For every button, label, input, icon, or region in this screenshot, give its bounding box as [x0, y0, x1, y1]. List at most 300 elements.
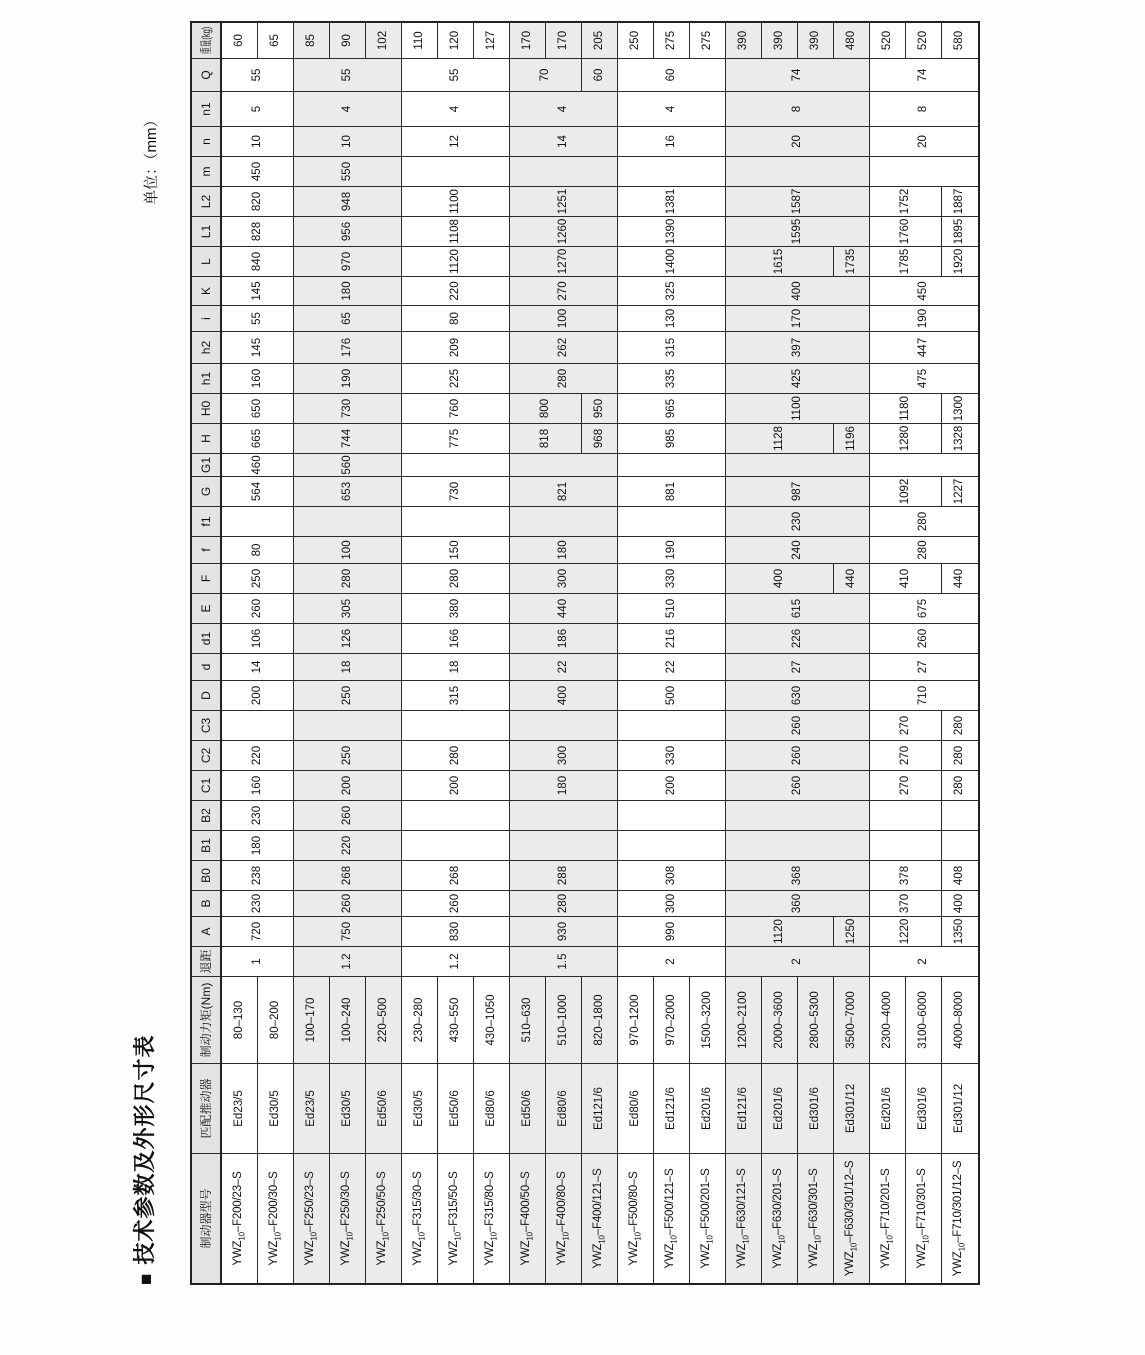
column-header-label: d1: [199, 631, 213, 646]
column-header-label: i: [199, 317, 213, 320]
model-name: [341, 1171, 354, 1265]
table-cell: 238: [222, 860, 294, 890]
table-cell: 22: [618, 653, 726, 680]
table-cell: 20: [870, 126, 978, 156]
table-cell: 821: [510, 476, 618, 506]
table-cell: 145: [222, 276, 294, 305]
model-name-part: 10: [633, 1232, 643, 1241]
model-name-part: YWZ: [952, 1251, 965, 1277]
table-cell: 260: [402, 890, 510, 916]
table-cell: 300: [510, 740, 618, 770]
table-cell: Ed30/5: [330, 1063, 366, 1153]
table-cell: Ed30/5: [258, 1063, 294, 1153]
table-cell: 1270: [510, 246, 618, 276]
column-header: [192, 680, 222, 710]
table-cell: 390: [798, 23, 834, 58]
table-cell: 2300–4000: [870, 976, 906, 1063]
model-name-part: 10: [597, 1235, 607, 1244]
table-cell: 820–1800: [582, 976, 618, 1063]
table-cell: 510–630: [510, 976, 546, 1063]
table-cell: 440: [834, 563, 870, 593]
table-cell: 390: [762, 23, 798, 58]
column-header: [192, 506, 222, 536]
column-header-label: L2: [199, 194, 213, 209]
table-cell: 510–1000: [546, 976, 582, 1063]
table-cell: 280: [942, 710, 978, 740]
table-cell: 260: [294, 800, 402, 830]
model-name-part: YWZ: [483, 1240, 496, 1266]
column-header: [192, 890, 222, 916]
table-cell: 270: [510, 276, 618, 305]
column-header: [192, 536, 222, 563]
table-cell: 150: [402, 536, 510, 563]
model-name-part: YWZ: [807, 1243, 820, 1269]
table-cell: 170: [510, 23, 546, 58]
table-cell: 1.2: [294, 946, 402, 976]
table-cell: 230–280: [402, 976, 438, 1063]
table-cell: Ed23/5: [222, 1063, 258, 1153]
model-name-part: –F200/30–S: [267, 1171, 280, 1233]
table-cell: 270: [870, 770, 942, 800]
table-cell: 220: [294, 830, 402, 860]
table-cell: 1400: [618, 246, 726, 276]
table-cell: 100–170: [294, 976, 330, 1063]
column-header-label: C3: [199, 717, 213, 734]
table-cell: 1500–3200: [690, 976, 726, 1063]
model-name: [737, 1168, 750, 1268]
table-cell: 180: [222, 830, 294, 860]
table-cell: 145: [222, 331, 294, 363]
table-cell: 1381: [618, 186, 726, 216]
model-name-part: YWZ: [519, 1240, 532, 1266]
column-header: [192, 1063, 222, 1153]
table-cell: Ed121/6: [582, 1063, 618, 1153]
table-cell: 1100: [726, 393, 870, 423]
model-name-part: YWZ: [339, 1240, 352, 1266]
table-cell: 80–200: [258, 976, 294, 1063]
table-cell: 4: [402, 91, 510, 126]
table-cell: 130: [618, 305, 726, 331]
model-name-part: 10: [273, 1232, 283, 1241]
column-header-label: h1: [199, 371, 213, 386]
model-name-part: 10: [813, 1235, 823, 1244]
model-name-part: 10: [417, 1232, 427, 1241]
table-cell: 820: [222, 186, 294, 216]
column-header: [192, 800, 222, 830]
table-cell: 74: [870, 58, 978, 91]
table-cell: 400: [510, 680, 618, 710]
table-cell: 760: [402, 393, 510, 423]
table-cell: 1328: [942, 423, 978, 453]
table-cell: 200: [402, 770, 510, 800]
table-cell: 110: [402, 23, 438, 58]
column-header-label: n: [199, 138, 213, 145]
model-name: [269, 1171, 282, 1265]
column-header: [192, 186, 222, 216]
model-name-cell: [546, 1153, 582, 1283]
model-name-part: YWZ: [699, 1243, 712, 1269]
table-cell: 1200–2100: [726, 976, 762, 1063]
table-cell: 1251: [510, 186, 618, 216]
table-cell: 1920: [942, 246, 978, 276]
model-name: [629, 1171, 642, 1265]
model-name: [377, 1171, 390, 1265]
table-cell: 397: [726, 331, 870, 363]
column-header: [192, 393, 222, 423]
table-cell: 1.2: [402, 946, 510, 976]
model-name-part: –F200/23–S: [231, 1171, 244, 1233]
model-name-part: –F710/301/12–S: [952, 1160, 965, 1243]
table-cell: Ed50/6: [366, 1063, 402, 1153]
table-cell: Ed201/6: [762, 1063, 798, 1153]
table-cell: 288: [510, 860, 618, 890]
table-cell: 300: [618, 890, 726, 916]
model-name-part: –F630/201–S: [771, 1168, 784, 1236]
table-cell: 968: [582, 423, 618, 453]
table-cell: 10: [222, 126, 294, 156]
table-cell: Ed30/5: [402, 1063, 438, 1153]
column-header: [192, 916, 222, 946]
column-header: [192, 363, 222, 393]
table-cell: [726, 156, 870, 186]
table-cell: 260: [870, 623, 978, 653]
column-header: [192, 976, 222, 1063]
table-cell: 20: [726, 126, 870, 156]
table-cell: 3500–7000: [834, 976, 870, 1063]
model-name-part: YWZ: [771, 1243, 784, 1269]
table-cell: 390: [726, 23, 762, 58]
table-cell: 308: [618, 860, 726, 890]
table-cell: 230: [726, 506, 870, 536]
model-name-cell: [690, 1153, 726, 1283]
table-cell: 440: [942, 563, 978, 593]
column-header-label: A: [199, 927, 213, 936]
table-cell: 2: [726, 946, 870, 976]
table-cell: 300: [510, 563, 618, 593]
table-cell: 280: [294, 563, 402, 593]
table-cell: [402, 506, 510, 536]
table-cell: 200: [222, 680, 294, 710]
model-name-part: –F500/121–S: [663, 1168, 676, 1236]
table-cell: 950: [582, 393, 618, 423]
table-cell: 560: [294, 453, 402, 476]
column-header-label: L1: [199, 224, 213, 239]
table-cell: 14: [510, 126, 618, 156]
model-name-part: –F315/30–S: [411, 1171, 424, 1233]
table-cell: Ed23/5: [294, 1063, 330, 1153]
table-cell: 460: [222, 453, 294, 476]
model-name-part: YWZ: [915, 1243, 928, 1269]
table-cell: 60: [222, 23, 258, 58]
table-cell: Ed121/6: [654, 1063, 690, 1153]
table-cell: [510, 800, 618, 830]
column-header-label: n1: [199, 102, 213, 116]
table-cell: 190: [618, 536, 726, 563]
table-cell: [942, 800, 978, 830]
table-cell: Ed301/6: [906, 1063, 942, 1153]
table-cell: [726, 830, 870, 860]
table-cell: Ed301/12: [834, 1063, 870, 1153]
model-name-part: –F710/201–S: [879, 1168, 892, 1236]
table-cell: 730: [402, 476, 510, 506]
table-cell: 27: [870, 653, 978, 680]
model-name-part: 10: [453, 1232, 463, 1241]
table-cell: 260: [294, 890, 402, 916]
table-cell: 450: [222, 156, 294, 186]
column-header: [192, 710, 222, 740]
model-name-part: YWZ: [735, 1243, 748, 1269]
table-cell: 408: [942, 860, 978, 890]
table-cell: [726, 800, 870, 830]
column-header-label: H0: [199, 400, 213, 417]
table-cell: [294, 710, 402, 740]
model-name-cell: [654, 1153, 690, 1283]
title-bullet-square: ■: [136, 1272, 157, 1285]
column-header: [192, 276, 222, 305]
model-name-part: 10: [777, 1235, 787, 1244]
table-cell: 1587: [726, 186, 870, 216]
table-cell: 985: [618, 423, 726, 453]
table-cell: 3100–6000: [906, 976, 942, 1063]
model-name-part: 10: [741, 1235, 751, 1244]
model-name-part: –F315/50–S: [447, 1171, 460, 1233]
table-cell: 325: [618, 276, 726, 305]
table-cell: 1390: [618, 216, 726, 246]
model-name: [557, 1171, 570, 1265]
table-cell: 744: [294, 423, 402, 453]
model-name-cell: [834, 1153, 870, 1283]
table-cell: [510, 453, 618, 476]
table-cell: 250: [294, 740, 402, 770]
model-name-part: –F630/121–S: [735, 1168, 748, 1236]
table-cell: 2: [870, 946, 978, 976]
table-cell: 190: [870, 305, 978, 331]
table-cell: 250: [294, 680, 402, 710]
table-cell: 190: [294, 363, 402, 393]
model-name: [413, 1171, 426, 1265]
table-cell: Ed201/6: [690, 1063, 726, 1153]
table-cell: 230: [222, 800, 294, 830]
column-header: [192, 423, 222, 453]
table-cell: [294, 506, 402, 536]
table-cell: 948: [294, 186, 402, 216]
table-cell: 65: [294, 305, 402, 331]
table-cell: 260: [726, 770, 870, 800]
table-cell: 930: [510, 916, 618, 946]
table-cell: 250: [222, 563, 294, 593]
table-cell: [510, 506, 618, 536]
model-name: [809, 1168, 822, 1268]
table-cell: 55: [402, 58, 510, 91]
table-cell: Ed50/6: [510, 1063, 546, 1153]
table-cell: 315: [618, 331, 726, 363]
table-cell: 2000–3600: [762, 976, 798, 1063]
table-cell: 987: [726, 476, 870, 506]
table-cell: 240: [726, 536, 870, 563]
table-cell: 268: [294, 860, 402, 890]
table-cell: [870, 453, 978, 476]
table-cell: 106: [222, 623, 294, 653]
table-cell: 1100: [402, 186, 510, 216]
table-cell: Ed80/6: [546, 1063, 582, 1153]
column-header-label: C1: [199, 777, 213, 794]
table-cell: 176: [294, 331, 402, 363]
model-name-cell: [582, 1153, 618, 1283]
table-cell: 8: [870, 91, 978, 126]
table-cell: 220: [222, 740, 294, 770]
table-cell: 270: [870, 740, 942, 770]
table-cell: 1735: [834, 246, 870, 276]
table-cell: 14: [222, 653, 294, 680]
column-header: [192, 476, 222, 506]
column-header: [192, 563, 222, 593]
table-cell: 370: [870, 890, 942, 916]
table-cell: [510, 156, 618, 186]
table-cell: 18: [402, 653, 510, 680]
table-cell: 275: [690, 23, 726, 58]
table-cell: Ed121/6: [726, 1063, 762, 1153]
model-name-cell: [726, 1153, 762, 1283]
table-cell: 180: [510, 536, 618, 563]
table-cell: 368: [726, 860, 870, 890]
table-cell: 1227: [942, 476, 978, 506]
table-cell: 1785: [870, 246, 942, 276]
model-name-part: YWZ: [447, 1240, 460, 1266]
model-name-part: –F400/80–S: [555, 1171, 568, 1233]
table-cell: 475: [870, 363, 978, 393]
table-cell: 965: [618, 393, 726, 423]
table-cell: 260: [726, 710, 870, 740]
table-cell: 225: [402, 363, 510, 393]
column-header-label: 制动力矩(Nm): [199, 982, 213, 1058]
table-cell: 226: [726, 623, 870, 653]
table-cell: Ed301/12: [942, 1063, 978, 1153]
model-name: [773, 1168, 786, 1268]
table-cell: 1595: [726, 216, 870, 246]
table-cell: 400: [942, 890, 978, 916]
column-header-label: G: [199, 486, 213, 497]
table-cell: 1300: [942, 393, 978, 423]
table-cell: 818: [510, 423, 582, 453]
table-cell: 520: [870, 23, 906, 58]
table-cell: 1250: [834, 916, 870, 946]
table-cell: 750: [294, 916, 402, 946]
model-name: [485, 1171, 498, 1265]
table-cell: 500: [618, 680, 726, 710]
table-cell: 100: [510, 305, 618, 331]
model-name-part: YWZ: [627, 1240, 640, 1266]
unit-label: 单位：（mm）: [143, 112, 160, 205]
table-cell: 400: [726, 563, 834, 593]
table-cell: 280: [510, 890, 618, 916]
table-cell: 447: [870, 331, 978, 363]
model-name-part: YWZ: [843, 1251, 856, 1277]
column-header-label: H: [199, 434, 213, 443]
table-cell: 126: [294, 623, 402, 653]
table-cell: 440: [510, 593, 618, 623]
table-cell: [870, 156, 978, 186]
model-name-part: 10: [561, 1232, 571, 1241]
model-name-part: 10: [669, 1235, 679, 1244]
table-cell: 85: [294, 23, 330, 58]
table-cell: 800: [510, 393, 582, 423]
column-header: [192, 453, 222, 476]
table-cell: [510, 710, 618, 740]
model-name-part: YWZ: [879, 1243, 892, 1269]
table-cell: 828: [222, 216, 294, 246]
model-name-cell: [294, 1153, 330, 1283]
table-cell: 580: [942, 23, 978, 58]
model-name-part: –F500/80–S: [627, 1171, 640, 1233]
column-header: [192, 305, 222, 331]
table-cell: 510: [618, 593, 726, 623]
column-header: [192, 331, 222, 363]
table-cell: 280: [402, 740, 510, 770]
model-name-cell: [402, 1153, 438, 1283]
table-cell: 220–500: [366, 976, 402, 1063]
column-header-label: f: [199, 548, 213, 552]
table-cell: 1895: [942, 216, 978, 246]
column-header-label: B: [199, 899, 213, 908]
table-cell: [726, 453, 870, 476]
table-cell: 730: [294, 393, 402, 423]
column-header-label: m: [199, 166, 213, 177]
table-cell: 881: [618, 476, 726, 506]
table-cell: 55: [294, 58, 402, 91]
table-cell: 970–1200: [618, 976, 654, 1063]
model-name-part: –F400/50–S: [519, 1171, 532, 1233]
column-header-label: D: [199, 691, 213, 700]
column-header-label: L: [199, 258, 213, 265]
model-name-cell: [618, 1153, 654, 1283]
table-cell: 1615: [726, 246, 834, 276]
spec-table: [190, 21, 980, 1285]
table-cell: 80: [222, 536, 294, 563]
table-cell: 665: [222, 423, 294, 453]
model-name-cell: [474, 1153, 510, 1283]
table-cell: 1752: [870, 186, 942, 216]
table-cell: 280: [870, 506, 978, 536]
table-cell: [402, 156, 510, 186]
table-cell: 1220: [870, 916, 942, 946]
column-header-label: F: [199, 574, 213, 583]
table-cell: 260: [222, 593, 294, 623]
table-cell: 275: [654, 23, 690, 58]
model-name-cell: [366, 1153, 402, 1283]
table-cell: 220: [402, 276, 510, 305]
table-cell: 720: [222, 916, 294, 946]
model-name: [701, 1168, 714, 1268]
table-cell: 675: [870, 593, 978, 623]
table-cell: 160: [222, 363, 294, 393]
table-cell: [402, 800, 510, 830]
table-cell: 65: [258, 23, 294, 58]
model-name-cell: [510, 1153, 546, 1283]
table-cell: 1196: [834, 423, 870, 453]
table-cell: 170: [546, 23, 582, 58]
table-cell: 22: [510, 653, 618, 680]
model-name-part: –F250/23–S: [303, 1171, 316, 1233]
table-cell: 1120: [402, 246, 510, 276]
model-name-part: 10: [921, 1235, 931, 1244]
table-cell: 970–2000: [654, 976, 690, 1063]
table-cell: 1280: [870, 423, 942, 453]
table-cell: 100–240: [330, 976, 366, 1063]
table-cell: 16: [618, 126, 726, 156]
table-cell: 315: [402, 680, 510, 710]
model-name-part: YWZ: [555, 1240, 568, 1266]
model-name-part: YWZ: [411, 1240, 424, 1266]
